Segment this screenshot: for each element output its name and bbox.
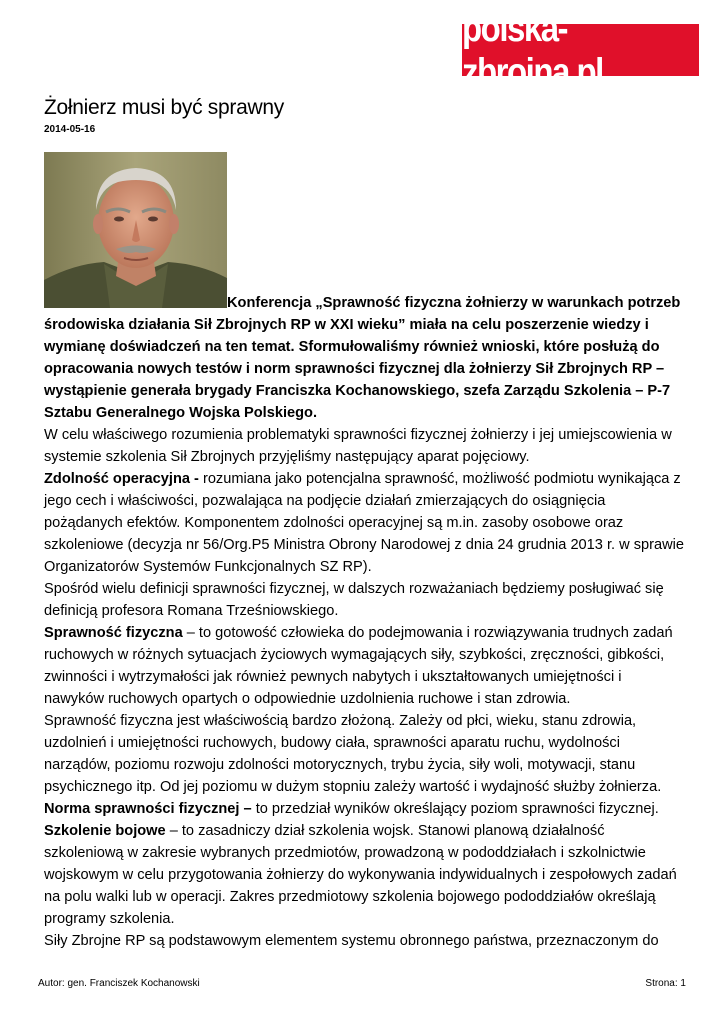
footer-page-number: Strona: 1: [645, 978, 686, 989]
paragraph-armed-forces: Siły Zbrojne RP są podstawowym elementem systemu obronnego państwa, przeznaczonym do: [44, 933, 659, 949]
term-physical-fitness: Sprawność fizyczna: [44, 625, 183, 641]
paragraph-physical-fitness: [44, 622, 684, 710]
paragraph-fitness-factors: Sprawność fizyczna jest właściwością bardzo złożoną. Zależy od płci, wieku, stanu zdrowia, uzdolnień i umiejętności ruchowych, budowy ciała, sprawności aparatu ruchu, wydolności narządów, poziomu rozwoju zdolności motorycznych, trybu życia, siły woli, motywacji, stanu psychicznego itp. Od jej poziomu w dużym stopniu zależy wartość i wydajność służby żołnierza.: [44, 713, 662, 795]
footer-author: Autor: gen. Franciszek Kochanowski: [38, 978, 200, 989]
paragraph-definitions-note: Spośród wielu definicji sprawności fizycznej, w dalszych rozważaniach będziemy posługiwać się definicją profesora Romana Trześniowskiego.: [44, 581, 664, 619]
logo-text: polska-zbrojna.pl: [462, 6, 603, 93]
term-combat-training: Szkolenie bojowe: [44, 823, 166, 839]
paragraph-intro: W celu właściwego rozumienia problematyki sprawności fizycznej żołnierzy i jej umiejscowienia w systemie szkolenia Sił Zbrojnych przyjęliśmy następujący aparat pojęciowy.: [44, 427, 672, 465]
term-operational-capability: Zdolność operacyjna -: [44, 471, 203, 487]
paragraph-combat-training: [44, 820, 684, 930]
definition-operational-capability: rozumiana jako potencjalna sprawność, możliwość podmiotu wynikająca z jego cech i właściwości, pozwalająca na podjęcie działań zmierzających do osiągnięcia pożądanych efektów. Komponentem zdolności operacyjnej są m.in. zasoby osobowe oraz szkoleniowe (decyzja nr 56/Org.P5 Ministra Obrony Narodowej z dnia 24 grudnia 2013 r. w sprawie Organizatorów Systemów Funkcjonalnych SZ RP).: [44, 471, 685, 575]
definition-combat-training: – to zasadniczy dział szkolenia wojsk. Stanowi planową działalność szkoleniową w zakresie wybranych przedmiotów, prowadzoną w pododdziałach i szkolnictwie wojskowym w celu przygotowania żołnierzy do wykonywania indywidualnych i zespołowych zadań na polu walki lub w operacji. Zakres przedmiotowy szkolenia bojowego pododdziałów określają programy szkolenia.: [44, 823, 677, 927]
article-date: 2014-05-16: [44, 124, 96, 135]
article-lead: Konferencja „Sprawność fizyczna żołnierzy w warunkach potrzeb środowiska działania Sił Zbrojnych RP w XXI wieku” miała na celu poszerzenie wiedzy i wymianę doświadczeń na ten temat. Sformułowaliśmy również wnioski, które posłużą do opracowania nowych testów i norm sprawności fizycznej dla żołnierzy Sił Zbrojnych RP – wystąpienie generała brygady Franciszka Kochanowskiego, szefa Zarządu Szkolenia – P-7 Sztabu Generalnego Wojska Polskiego.: [44, 295, 681, 421]
paragraph-fitness-norm: [44, 798, 684, 820]
article-body: [44, 292, 684, 952]
author-photo: [44, 152, 227, 308]
definition-fitness-norm: to przedział wyników określający poziom sprawności fizycznej.: [251, 801, 659, 817]
term-fitness-norm: Norma sprawności fizycznej –: [44, 801, 252, 817]
article-title: Żołnierz musi być sprawny: [44, 96, 284, 119]
site-logo[interactable]: [462, 6, 699, 93]
definition-physical-fitness: – to gotowość człowieka do podejmowania i rozwiązywania trudnych zadań ruchowych w różnych sytuacjach życiowych wymagających siły, szybkości, zręczności, gibkości, zwinności i wytrzymałości jak również pewnych nabytych i ukształtowanych umiejętności i nawyków ruchowych opartych o odpowiednie uzdolnienia ruchowe i stan zdrowia.: [44, 625, 673, 707]
paragraph-operational-capability: [44, 468, 684, 578]
